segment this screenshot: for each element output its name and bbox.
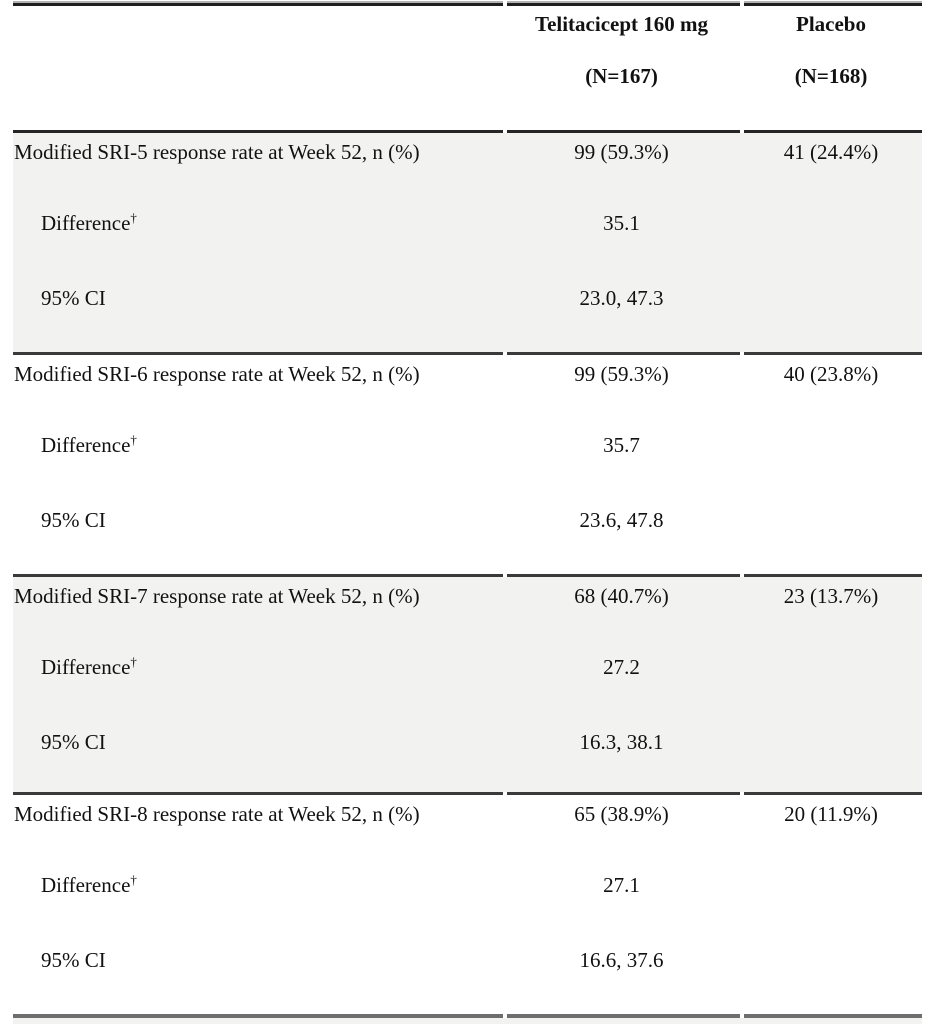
treatment-header-name: Telitacicept 160 mg	[534, 12, 709, 36]
placebo-value	[740, 872, 922, 898]
placebo-value	[740, 432, 922, 458]
group-sri6	[13, 355, 922, 574]
placebo-header-name: Placebo	[796, 12, 866, 36]
table-row	[13, 801, 922, 827]
table-header-row	[13, 0, 922, 130]
placebo-value	[740, 947, 922, 973]
treatment-value: 35.7	[603, 433, 640, 457]
treatment-value: 68 (40.7%)	[574, 584, 669, 608]
placebo-value	[740, 729, 922, 755]
next-section-shading-cutoff	[13, 1018, 922, 1024]
table-row	[13, 361, 922, 387]
row-label: Difference†	[41, 654, 137, 679]
row-label: 95% CI	[41, 948, 106, 972]
row-label: Modified SRI-6 response rate at Week 52, n (%)	[14, 362, 420, 386]
group-sri5	[13, 133, 922, 352]
table-row	[13, 139, 922, 165]
placebo-value: 40 (23.8%)	[783, 362, 879, 386]
placebo-value: 20 (11.9%)	[784, 802, 878, 826]
row-label: Difference†	[41, 432, 137, 457]
dagger-footnote-marker: †	[130, 210, 137, 225]
row-label: 95% CI	[41, 730, 106, 754]
row-label: Modified SRI-8 response rate at Week 52, n (%)	[14, 802, 420, 826]
placebo-value: 41 (24.4%)	[783, 140, 879, 164]
table-row	[13, 947, 922, 973]
row-label: Difference†	[41, 872, 137, 897]
row-label: 95% CI	[41, 508, 106, 532]
results-table	[13, 0, 922, 1024]
treatment-value: 35.1	[603, 211, 640, 235]
table-row	[13, 210, 922, 236]
group-sri7	[13, 577, 922, 792]
placebo-value	[740, 507, 922, 533]
treatment-value: 16.3, 38.1	[579, 730, 664, 754]
treatment-header-n: (N=167)	[585, 64, 658, 88]
group-sri8	[13, 795, 922, 1014]
dagger-footnote-marker: †	[130, 872, 137, 887]
table-row	[13, 729, 922, 755]
table-row	[13, 654, 922, 680]
dagger-footnote-marker: †	[130, 432, 137, 447]
table-row	[13, 432, 922, 458]
treatment-value: 16.6, 37.6	[579, 948, 664, 972]
dagger-footnote-marker: †	[130, 654, 137, 669]
treatment-value: 99 (59.3%)	[574, 140, 669, 164]
header-spacer-cell	[13, 0, 503, 130]
treatment-value: 27.2	[603, 655, 640, 679]
row-label: Modified SRI-7 response rate at Week 52, n (%)	[14, 584, 420, 608]
placebo-value	[740, 285, 922, 311]
table-row	[13, 285, 922, 311]
treatment-value: 23.0, 47.3	[579, 286, 664, 310]
treatment-value: 23.6, 47.8	[579, 508, 664, 532]
table-row	[13, 583, 922, 609]
treatment-value: 99 (59.3%)	[574, 362, 669, 386]
column-header-placebo	[740, 0, 922, 130]
placebo-value	[740, 654, 922, 680]
treatment-value: 65 (38.9%)	[574, 802, 669, 826]
row-label: 95% CI	[41, 286, 106, 310]
placebo-header-n: (N=168)	[794, 64, 868, 88]
column-header-treatment	[503, 0, 740, 130]
table-row	[13, 872, 922, 898]
treatment-value: 27.1	[603, 873, 640, 897]
placebo-value: 23 (13.7%)	[783, 584, 879, 608]
table-row	[13, 507, 922, 533]
placebo-value	[740, 210, 922, 236]
row-label: Modified SRI-5 response rate at Week 52, n (%)	[14, 140, 420, 164]
row-label: Difference†	[41, 210, 137, 235]
